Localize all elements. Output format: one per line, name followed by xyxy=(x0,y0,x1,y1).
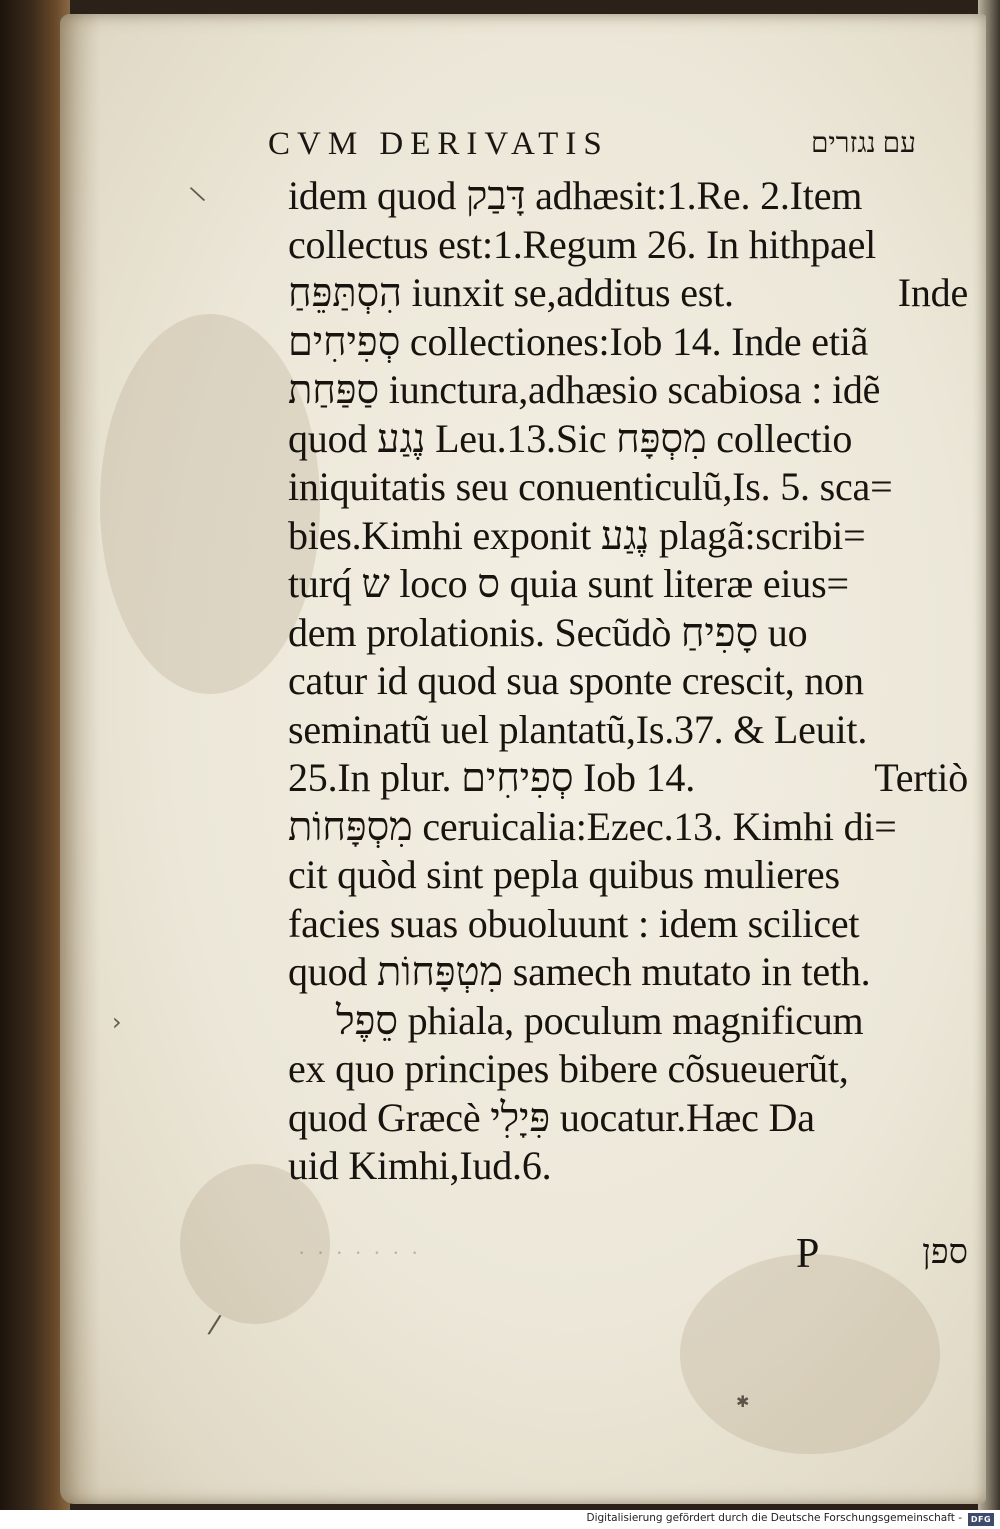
text-line-content: quod Græcè פִּיָלִי uocatur.Hæc Da xyxy=(288,1094,815,1140)
paper-stain xyxy=(100,314,320,694)
text-line-content: idem quod דָּבַק adhæsit:1.Re. 2.Item xyxy=(288,173,863,218)
text-line xyxy=(288,560,968,609)
ink-mark: ✱ xyxy=(736,1392,750,1411)
text-line-content: seminatũ uel plantatũ,Is.37. & Leuit. xyxy=(288,706,868,752)
text-line xyxy=(288,512,968,561)
signature-mark: P xyxy=(796,1231,820,1277)
text-line-content: סַפַּחַת iunctura,adhæsio scabiosa : idẽ xyxy=(288,367,881,412)
text-line-right-word: Tertiò xyxy=(874,755,968,800)
running-head-latin: CVM DERIVATIS xyxy=(268,126,609,162)
text-line-content: מִסְפָּחוֹת ceruicalia:Ezec.13. Kimhi di= xyxy=(288,803,897,849)
text-line xyxy=(288,463,968,512)
text-line xyxy=(288,269,968,318)
text-line xyxy=(288,318,968,367)
text-line xyxy=(288,1142,968,1191)
show-through-text: · · · · · · · xyxy=(298,1240,422,1265)
text-line xyxy=(288,172,968,221)
text-line-content: collectus est:1.Regum 26. In hithpael xyxy=(288,221,877,267)
text-line xyxy=(288,366,968,415)
text-line xyxy=(288,803,968,852)
text-line-content: turq́ ש loco ס quia sunt literæ eius= xyxy=(288,561,849,606)
text-line-right-word: Inde xyxy=(897,270,968,315)
text-line-content: quod נֶגַע Leu.13.Sic מִסְפָּח collectio xyxy=(288,415,853,461)
text-line-content: uid Kimhi,Iud.6. xyxy=(288,1143,552,1188)
running-head xyxy=(268,122,928,170)
text-line xyxy=(288,1094,968,1143)
text-line-content: bies.Kimhi exponit נֶגַע plagã:scribi= xyxy=(288,512,866,558)
text-line-content: cit quòd sint pepla quibus mulieres xyxy=(288,852,840,897)
text-line xyxy=(288,657,968,706)
text-line xyxy=(288,900,968,949)
text-line-content: facies suas obuoluunt : idem scilicet xyxy=(288,900,860,946)
text-line-content: ex quo principes bibere cõsueuerũt, xyxy=(288,1046,849,1091)
text-line xyxy=(288,997,968,1046)
text-line-content: סֵפֶל phiala, poculum magnificum xyxy=(336,997,864,1043)
text-line-content: הִסְתַּפֵּחַ iunxit se,additus est. xyxy=(288,270,734,315)
catchword: ספן xyxy=(922,1234,968,1271)
digitization-credit-bar xyxy=(0,1510,1000,1529)
text-line xyxy=(288,851,968,900)
text-line xyxy=(288,415,968,464)
dfg-logo: DFG xyxy=(968,1513,994,1526)
text-line-content: 25.In plur. סְפִיחִים Iob 14. xyxy=(288,755,696,800)
text-line-content: dem prolationis. Secũdò סָפִיחַ uo xyxy=(288,609,808,655)
body-text xyxy=(288,172,968,1191)
text-line-content: catur id quod sua sponte crescit, non xyxy=(288,658,864,703)
text-line xyxy=(288,609,968,658)
ink-mark: › xyxy=(112,1008,122,1036)
text-line xyxy=(288,706,968,755)
ink-mark: / xyxy=(206,1309,223,1341)
text-line-content: סְפִיחִים collectiones:Iob 14. Inde etiã xyxy=(288,318,869,364)
running-head-hebrew: עם נגזרים xyxy=(810,128,916,159)
paper-stain xyxy=(680,1254,940,1454)
text-line xyxy=(288,948,968,997)
text-line-content: quod מִטְפָּחוֹת samech mutato in teth. xyxy=(288,949,871,994)
digitization-credit-text: Digitalisierung gefördert durch die Deutsche Forschungsgemeinschaft - xyxy=(586,1512,962,1524)
text-line xyxy=(288,221,968,270)
text-line xyxy=(288,754,968,803)
text-line xyxy=(288,1045,968,1094)
page-footer xyxy=(288,1222,968,1282)
text-line-content: iniquitatis seu conuenticulũ,Is. 5. sca= xyxy=(288,464,893,509)
ink-mark: \ xyxy=(188,181,208,208)
